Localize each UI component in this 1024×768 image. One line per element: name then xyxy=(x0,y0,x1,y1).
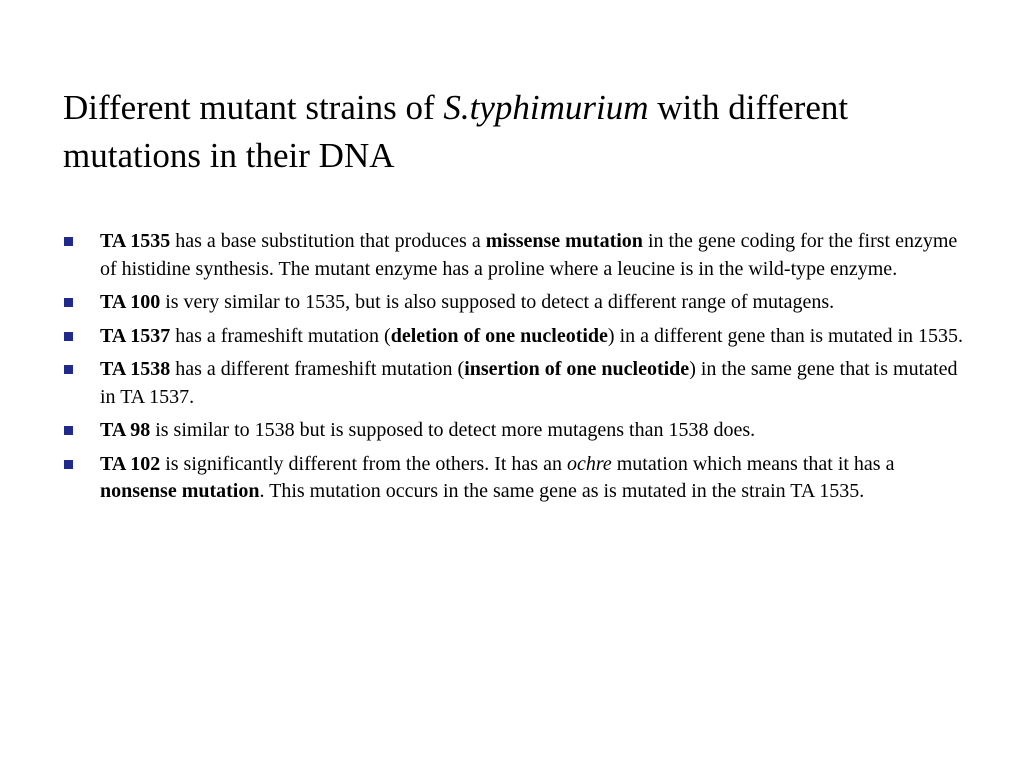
square-bullet-icon xyxy=(64,237,73,246)
bullet-text: is significantly different from the others. It has an xyxy=(160,452,567,475)
bullet-bold-term: missense mutation xyxy=(485,230,643,252)
strain-name: TA 98 xyxy=(100,419,151,441)
strain-name: TA 1537 xyxy=(100,324,171,347)
title-species-name: S.typhimurium xyxy=(443,88,649,127)
bullet-bold-term: insertion of one nucleotide xyxy=(464,358,690,380)
bullet-text: ) in a different gene than is mutated in 1535. xyxy=(607,324,964,347)
square-bullet-icon xyxy=(64,426,73,435)
bullet-list xyxy=(0,228,1024,512)
bullet-ta100 xyxy=(0,289,968,317)
bullet-ta1537 xyxy=(0,323,968,351)
bullet-text: has a frameshift mutation ( xyxy=(170,324,391,347)
bullet-ta98 xyxy=(0,417,968,445)
strain-name: TA 1538 xyxy=(100,358,171,380)
strain-name: TA 1535 xyxy=(100,230,171,252)
square-bullet-icon xyxy=(64,298,73,307)
bullet-ta1538 xyxy=(0,356,968,411)
slide-title xyxy=(63,84,983,180)
strain-name: TA 102 xyxy=(100,452,161,475)
title-text-end: with different mutations in their DNA xyxy=(63,88,849,175)
square-bullet-icon xyxy=(64,332,73,341)
bullet-text: has a different frameshift mutation ( xyxy=(170,358,465,380)
square-bullet-icon xyxy=(64,365,73,374)
title-text: Different mutant strains of xyxy=(63,88,444,127)
strain-name: TA 100 xyxy=(100,291,161,313)
bullet-text: in the gene coding for the first enzyme of histidine synthesis. The mutant enzyme has a proline where a leucine is in the wild-type enzyme. xyxy=(100,230,958,280)
bullet-ta1535 xyxy=(0,228,968,283)
bullet-text: is similar to 1538 but is supposed to detect more mutagens than 1538 does. xyxy=(150,419,756,441)
bullet-text: ) in the same gene that is mutated in TA 1537. xyxy=(100,358,958,408)
bullet-text: is very similar to 1535, but is also supposed to detect a different range of mutagens. xyxy=(160,291,835,313)
bullet-text: . This mutation occurs in the same gene as is mutated in the strain TA 1535. xyxy=(259,480,865,502)
bullet-italic-term: ochre xyxy=(566,452,612,475)
bullet-text: has a base substitution that produces a xyxy=(170,230,486,252)
bullet-bold-term: nonsense mutation xyxy=(100,480,260,502)
bullet-ta102 xyxy=(0,451,968,506)
square-bullet-icon xyxy=(64,460,73,469)
bullet-text: mutation which means that it has a xyxy=(611,452,895,475)
bullet-bold-term: deletion of one nucleotide xyxy=(390,324,608,347)
